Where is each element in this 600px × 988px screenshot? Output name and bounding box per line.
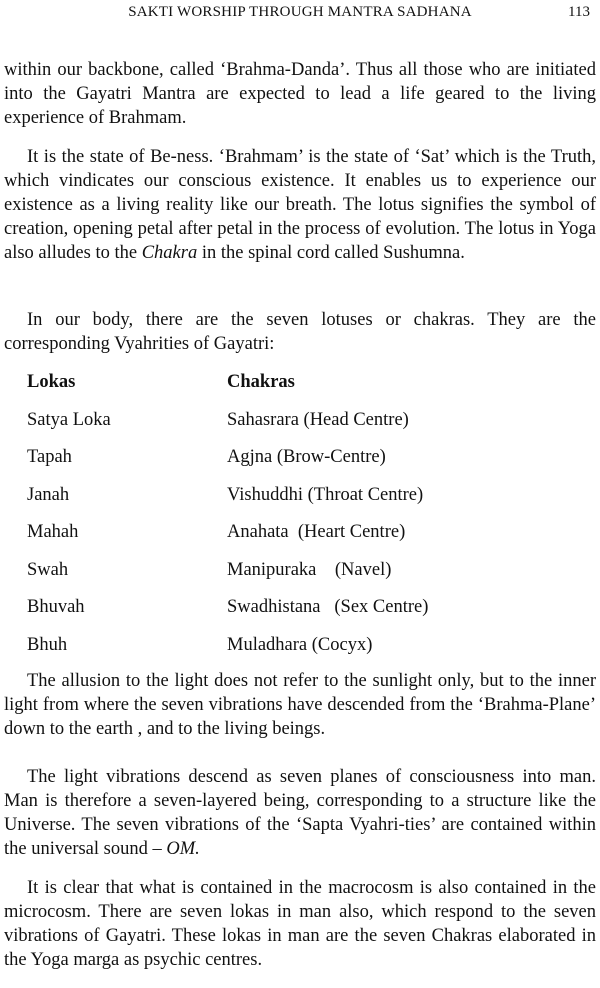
paragraph-4 [4, 669, 596, 741]
chakra-cell: Muladhara (Cocyx) [227, 634, 373, 655]
table-row [27, 519, 587, 557]
running-head: SAKTI WORSHIP THROUGH MANTRA SADHANA [128, 4, 472, 20]
table-row [27, 482, 587, 520]
table-header-row [27, 369, 587, 407]
loka-cell: Bhuvah [27, 597, 85, 617]
chakra-cell: Agjna (Brow-Centre) [227, 447, 386, 467]
paragraph-5 [4, 765, 596, 861]
table-row [27, 444, 587, 482]
chakra-cell: Anahata (Heart Centre) [227, 522, 406, 542]
paragraph-5-italic: OM. [166, 839, 200, 859]
paragraph-4-text: The allusion to the light does not refer to the sunlight only, but to the inner light from where the seven vibrations have descended from the ‘Brahma-Plane’ down to the earth , and to the living beings. [4, 671, 596, 739]
table-row [27, 557, 587, 595]
lokas-chakras-table [27, 369, 587, 669]
table-row [27, 594, 587, 632]
chakra-cell: Vishuddhi (Throat Centre) [227, 484, 424, 505]
paragraph-6-text: It is clear that what is contained in the macrocosm is also contained in the microcosm. There are seven lokas in man also, which respond to the seven vibrations of Gayatri. These lokas in man are the seven Chakras elaborated in the Yoga marga as psychic centres. [4, 878, 596, 970]
loka-cell: Swah [27, 559, 69, 580]
paragraph-2-italic: Chakra [141, 243, 198, 263]
header-lokas: Lokas [27, 372, 76, 392]
table-row [27, 407, 587, 445]
paragraph-5-part-a: The light vibrations descend as seven planes of consciousness into man. Man is therefore a seven-layered being, corresponding to a structure like the Universe. The seven vibrations of the ‘Sapta Vyahri-ties’ are contained within the universal sound – [4, 767, 596, 859]
paragraph-2-part-b: in the spinal cord called Sushumna. [197, 243, 465, 263]
paragraph-1 [4, 58, 596, 130]
header-chakras: Chakras [227, 372, 295, 392]
paragraph-6 [4, 876, 596, 972]
page-number: 113 [568, 4, 590, 20]
table-row [27, 632, 587, 670]
chakra-cell: Manipuraka (Navel) [227, 559, 392, 580]
paragraph-1-text: within our backbone, called ‘Brahma-Danda’. Thus all those who are initiated into the Gayatri Mantra are expected to lead a life geared to the living experience of Brahmam. [4, 60, 596, 128]
paragraph-2-text [4, 145, 596, 265]
paragraph-5-text [4, 765, 596, 861]
chakra-cell: Swadhistana (Sex Centre) [227, 597, 429, 617]
loka-cell: Janah [27, 484, 70, 505]
paragraph-3-text: In our body, there are the seven lotuses or chakras. They are the corresponding Vyahrities of Gayatri: [4, 310, 596, 354]
chakra-cell: Sahasrara (Head Centre) [227, 409, 409, 430]
loka-cell: Bhuh [27, 634, 68, 655]
paragraph-2 [4, 145, 596, 265]
loka-cell: Mahah [27, 522, 79, 542]
loka-cell: Tapah [27, 447, 72, 467]
loka-cell: Satya Loka [27, 409, 111, 430]
paragraph-2-part-a: It is the state of Be-ness. ‘Brahmam’ is the state of ‘Sat’ which is the Truth, which vindicates our conscious existence. It enables us to experience our existence as a living reality like our breath. The lotus signifies the symbol of creation, opening petal after petal in the process of evolution. The lotus in Yoga also alludes to the [4, 147, 596, 263]
paragraph-3 [4, 308, 596, 356]
